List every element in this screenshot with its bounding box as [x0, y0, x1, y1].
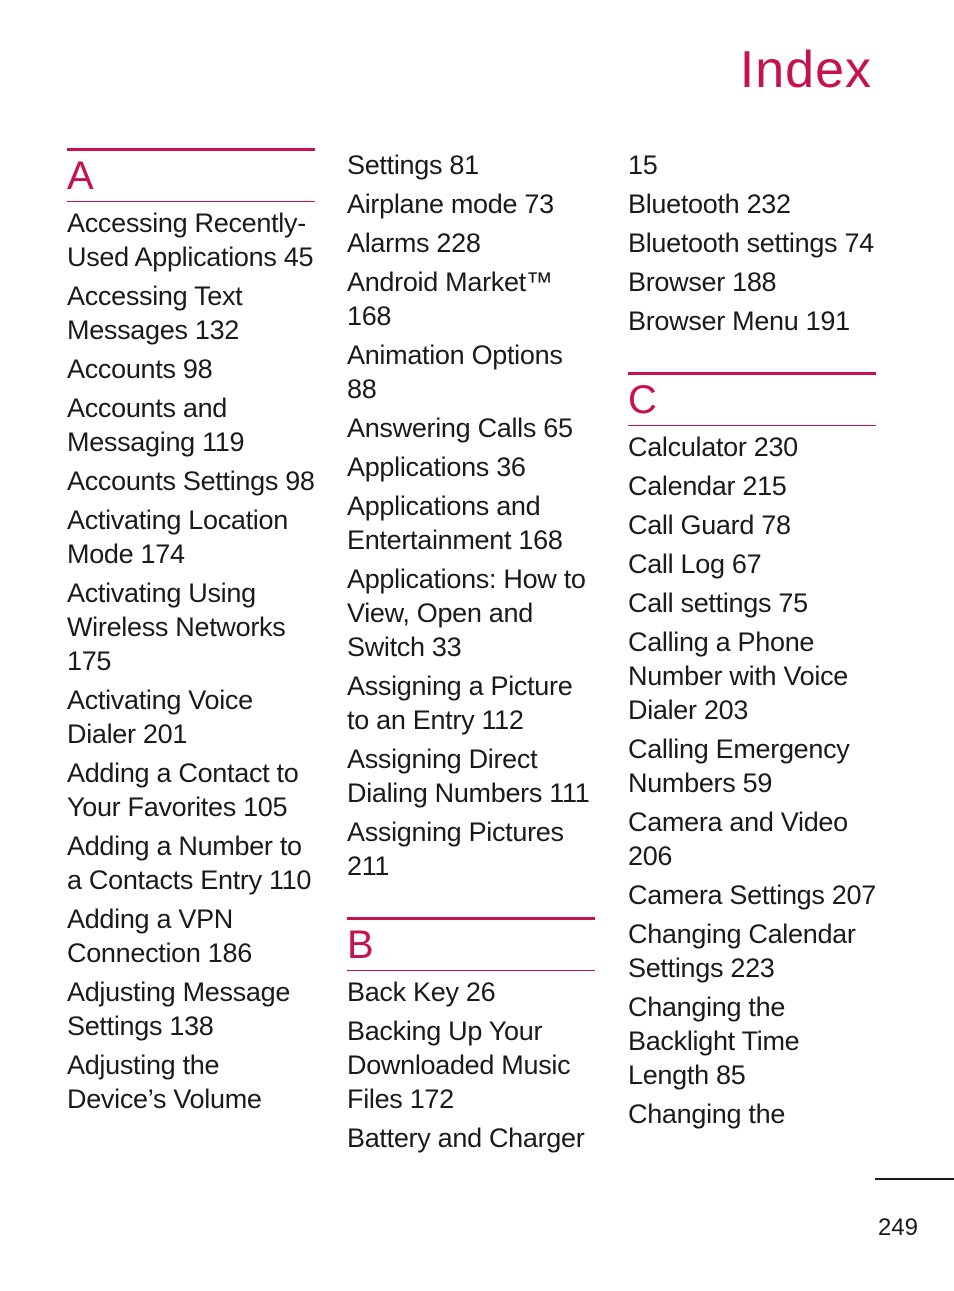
index-entry: Bluetooth 232 — [628, 189, 791, 219]
page-title: Index — [739, 41, 872, 99]
index-entry: Adjusting the Device’s Volume — [67, 1050, 262, 1114]
section-a — [67, 148, 317, 202]
index-entry: Adding a Contact to Your Favorites 105 — [67, 758, 299, 822]
index-entry: Changing Calendar Settings 223 — [628, 919, 856, 983]
index-entry: Call settings 75 — [628, 588, 808, 618]
index-entry: Assigning a Picture to an Entry 112 — [347, 671, 573, 735]
index-entry: Assigning Pictures 211 — [347, 817, 564, 881]
index-entry: Browser Menu 191 — [628, 306, 850, 336]
index-entry: Adding a Number to a Contacts Entry 110 — [67, 831, 312, 895]
section-rule-bottom — [67, 201, 315, 202]
index-entry: 15 — [628, 150, 658, 180]
index-entry: Alarms 228 — [347, 228, 481, 258]
entries-col3 — [628, 148, 878, 338]
index-entry: Changing the — [628, 1099, 786, 1129]
index-entry: Assigning Direct Dialing Numbers 111 — [347, 744, 590, 808]
index-entry: Applications and Entertainment 168 — [347, 491, 563, 555]
index-entry: Accessing Text Messages 132 — [67, 281, 243, 345]
section-letter-c: C — [628, 378, 657, 422]
index-entry: Adjusting Message Settings 138 — [67, 977, 291, 1041]
entries-col2-b — [347, 975, 597, 1155]
index-entry: Bluetooth settings 74 — [628, 228, 874, 258]
index-entry: Animation Options 88 — [347, 340, 563, 404]
section-c — [628, 372, 878, 426]
index-entry: Accessing Recently-Used Applications 45 — [67, 208, 314, 272]
index-entry: Battery and Charger — [347, 1123, 585, 1153]
index-entry: Answering Calls 65 — [347, 413, 573, 443]
index-entry: Calling a Phone Number with Voice Dialer 203 — [628, 627, 848, 725]
index-entry: Backing Up Your Downloaded Music Files 172 — [347, 1016, 571, 1114]
index-column-2 — [347, 148, 597, 1160]
index-entry: Accounts and Messaging 119 — [67, 393, 245, 457]
index-column-3 — [628, 148, 878, 1136]
index-entry: Activating Voice Dialer 201 — [67, 685, 253, 749]
entries-col2 — [347, 148, 597, 883]
section-letter-b: B — [347, 923, 374, 967]
entries-col3-c — [628, 430, 878, 1131]
index-column-1 — [67, 148, 317, 1121]
index-entry: Applications: How to View, Open and Switch 33 — [347, 564, 586, 662]
index-entry: Calendar 215 — [628, 471, 787, 501]
index-entry: Accounts 98 — [67, 354, 213, 384]
index-entry: Activating Using Wireless Networks 175 — [67, 578, 286, 676]
index-entry: Call Log 67 — [628, 549, 762, 579]
index-entry: Call Guard 78 — [628, 510, 791, 540]
entries-col1 — [67, 206, 317, 1116]
index-entry: Airplane mode 73 — [347, 189, 554, 219]
index-entry: Adding a VPN Connection 186 — [67, 904, 252, 968]
index-entry: Browser 188 — [628, 267, 777, 297]
footer-rule — [875, 1178, 954, 1180]
section-rule-bottom — [347, 970, 595, 971]
section-letter-a: A — [67, 154, 94, 198]
index-entry: Accounts Settings 98 — [67, 466, 315, 496]
section-b — [347, 917, 597, 971]
index-entry: Android Market™ 168 — [347, 267, 553, 331]
index-entry: Settings 81 — [347, 150, 479, 180]
index-entry: Calling Emergency Numbers 59 — [628, 734, 850, 798]
index-entry: Calculator 230 — [628, 432, 798, 462]
index-entry: Back Key 26 — [347, 977, 496, 1007]
index-entry: Changing the Backlight Time Length 85 — [628, 992, 800, 1090]
section-rule-bottom — [628, 425, 876, 426]
page-number: 249 — [877, 1214, 918, 1241]
index-entry: Activating Location Mode 174 — [67, 505, 288, 569]
index-entry: Camera and Video 206 — [628, 807, 848, 871]
index-entry: Camera Settings 207 — [628, 880, 876, 910]
index-entry: Applications 36 — [347, 452, 526, 482]
